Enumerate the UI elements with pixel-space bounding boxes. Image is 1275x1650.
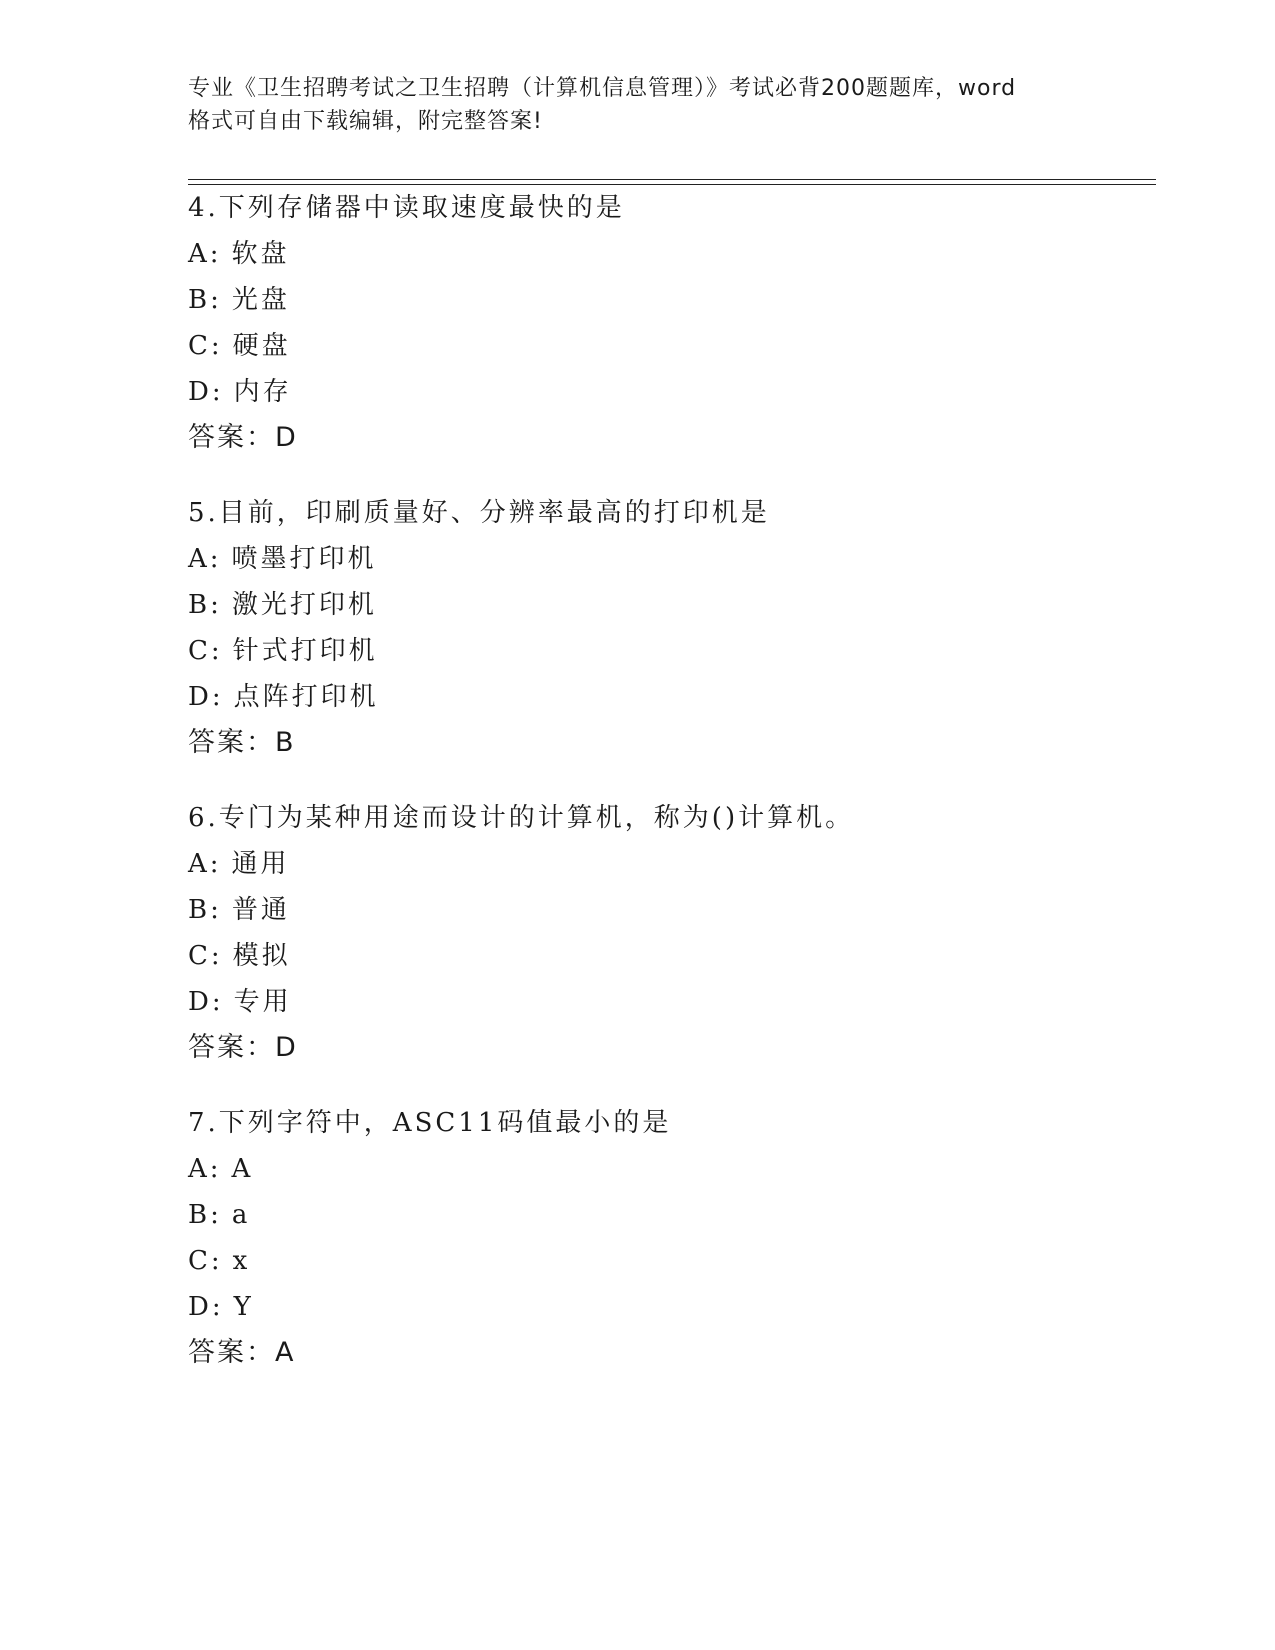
- answer: 答案：B: [188, 727, 296, 758]
- option-a: A: 喷墨打印机: [188, 544, 377, 574]
- option-text: Y: [233, 1292, 254, 1322]
- option-d: D: 专用: [188, 987, 292, 1017]
- option-letter: C: [188, 1246, 211, 1276]
- option-letter: D: [188, 987, 212, 1017]
- question-title: 5.目前，印刷质量好、分辨率最高的打印机是: [188, 498, 770, 528]
- option-text: 专用: [233, 987, 292, 1017]
- option-text: 喷墨打印机: [231, 544, 377, 574]
- header-divider-top: [188, 179, 1156, 180]
- option-letter: D: [188, 377, 212, 407]
- header-divider-bottom: [188, 184, 1156, 185]
- option-text: 普通: [231, 895, 290, 925]
- option-a: A: A: [188, 1154, 254, 1184]
- document-header: [188, 72, 1088, 138]
- option-text: 硬盘: [232, 331, 291, 361]
- question-5: [188, 498, 1148, 758]
- option-letter: B: [188, 895, 211, 925]
- option-b: B: 激光打印机: [188, 590, 377, 620]
- answer: 答案：D: [188, 1032, 298, 1063]
- option-letter: A: [188, 1154, 210, 1184]
- option-text: 内存: [233, 377, 292, 407]
- question-4: [188, 193, 1148, 453]
- option-d: D: 内存: [188, 377, 292, 407]
- option-text: A: [231, 1154, 254, 1184]
- option-c: C: 硬盘: [188, 331, 291, 361]
- question-7: [188, 1108, 1148, 1368]
- option-text: 点阵打印机: [233, 682, 379, 712]
- answer: 答案：A: [188, 1337, 296, 1368]
- question-title: 6.专门为某种用途而设计的计算机，称为()计算机。: [188, 803, 855, 833]
- option-letter: B: [188, 1200, 211, 1230]
- header-line-1: 专业《卫生招聘考试之卫生招聘（计算机信息管理）》考试必背200题题库，word: [188, 76, 1017, 101]
- option-a: A: 软盘: [188, 239, 290, 269]
- answer: 答案：D: [188, 422, 298, 453]
- option-text: 软盘: [231, 239, 290, 269]
- option-text: 光盘: [231, 285, 290, 315]
- option-letter: C: [188, 331, 211, 361]
- option-letter: D: [188, 1292, 212, 1322]
- option-text: 激光打印机: [231, 590, 377, 620]
- option-letter: C: [188, 941, 211, 971]
- option-d: D: 点阵打印机: [188, 682, 379, 712]
- option-text: 模拟: [232, 941, 291, 971]
- option-letter: B: [188, 285, 211, 315]
- option-b: B: 普通: [188, 895, 290, 925]
- option-b: B: a: [188, 1200, 251, 1230]
- option-c: C: 针式打印机: [188, 636, 378, 666]
- option-b: B: 光盘: [188, 285, 290, 315]
- option-text: x: [232, 1246, 251, 1276]
- option-letter: C: [188, 636, 211, 666]
- option-text: a: [231, 1200, 251, 1230]
- option-c: C: 模拟: [188, 941, 291, 971]
- option-letter: A: [188, 239, 210, 269]
- option-letter: A: [188, 544, 210, 574]
- option-a: A: 通用: [188, 849, 290, 879]
- option-text: 针式打印机: [232, 636, 378, 666]
- option-letter: A: [188, 849, 210, 879]
- option-text: 通用: [231, 849, 290, 879]
- header-line-2: 格式可自由下载编辑，附完整答案!: [188, 109, 543, 134]
- question-title: 4.下列存储器中读取速度最快的是: [188, 193, 625, 223]
- question-title: 7.下列字符中，ASC11码值最小的是: [188, 1108, 672, 1138]
- option-letter: B: [188, 590, 211, 620]
- option-d: D: Y: [188, 1292, 254, 1322]
- question-6: [188, 803, 1148, 1063]
- option-c: C: x: [188, 1246, 251, 1276]
- option-letter: D: [188, 682, 212, 712]
